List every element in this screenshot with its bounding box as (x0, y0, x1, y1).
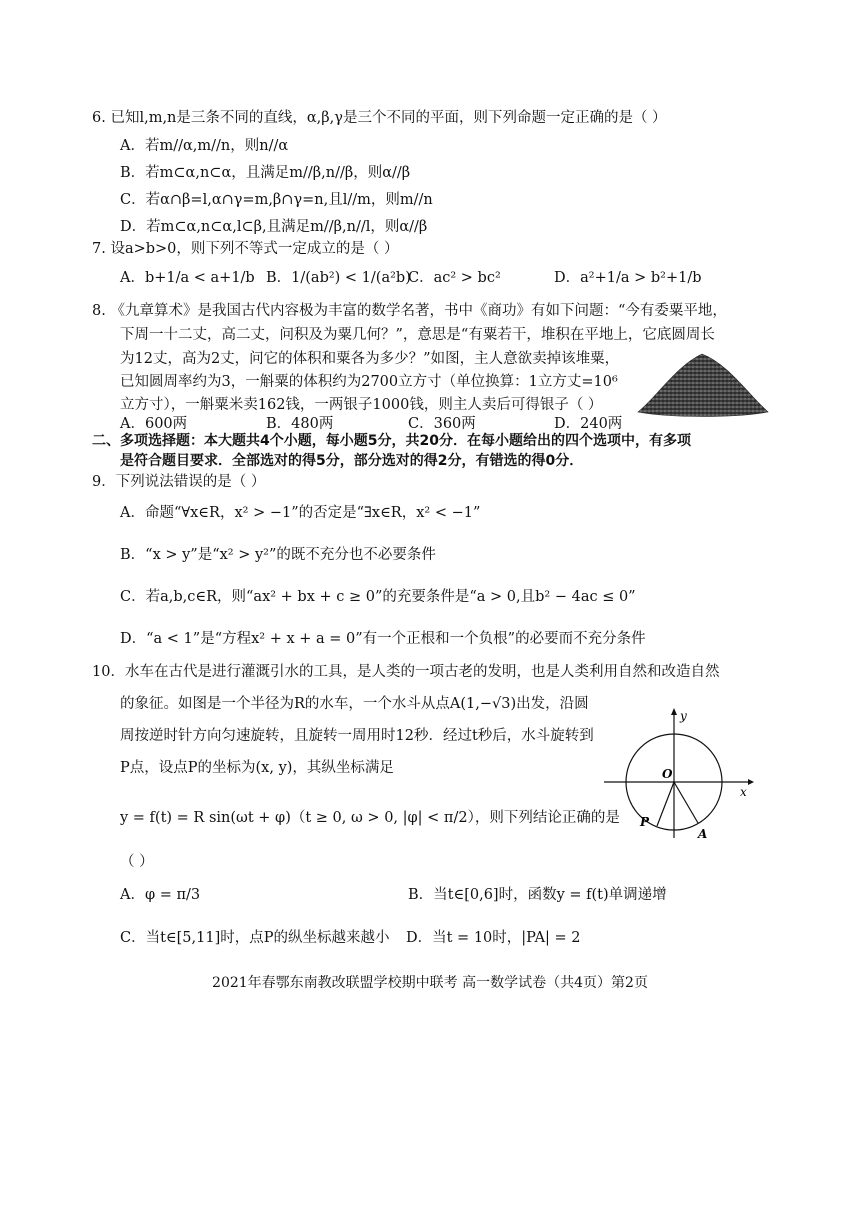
q7-option-a: A．b+1/a < a+1/b (120, 270, 255, 286)
q10-line-4: P点，设点P的坐标为(x, y)，其纵坐标满足 (120, 760, 394, 776)
section2-heading-line-2: 是符合题目要求．全部选对的得5分，部分选对的得2分，有错选的得0分． (120, 453, 584, 469)
q10-line-2: 的象征。如图是一个半径为R的水车，一个水斗从点A(1,−√3)出发，沿圆 (120, 696, 589, 712)
page-footer: 2021年春鄂东南教改联盟学校期中联考 高一数学试卷（共4页）第2页 (212, 975, 648, 991)
q8-option-a: A．600两 (120, 416, 188, 432)
radius-op (657, 782, 674, 826)
y-axis-arrow (671, 708, 677, 715)
q9-option-b: B．“x > y”是“x² > y²”的既不充分也不必要条件 (120, 547, 436, 563)
q10-option-c: C．当t∈[5,11]时，点P的纵坐标越来越小 (120, 930, 390, 946)
q9-stem: 9．下列说法错误的是（ ） (92, 474, 266, 490)
q6-option-d: D．若m⊂α,n⊂α,l⊂β,且满足m//β,n//l，则α//β (120, 219, 428, 235)
q9-option-c: C．若a,b,c∈R，则“ax² + bx + c ≥ 0”的充要条件是“a > 0,且b² − 4ac ≤ 0” (120, 589, 636, 605)
q10-line-6: （ ） (120, 854, 154, 870)
q7-stem: 7. 设a>b>0，则下列不等式一定成立的是（ ） (92, 241, 399, 257)
q8-line-4: 已知圆周率约为3，一斛粟的体积约为2700立方寸（单位换算：1立方丈=10⁶ (120, 374, 618, 390)
q6-option-b: B．若m⊂α,n⊂α，且满足m//β,n//β，则α//β (120, 165, 411, 181)
q8-option-c: C．360两 (408, 416, 476, 432)
q10-line-1: 10．水车在古代是进行灌溉引水的工具，是人类的一项古老的发明，也是人类利用自然和改造自然 (92, 664, 720, 680)
q6-stem: 6. 已知l,m,n是三条不同的直线，α,β,γ是三个不同的平面，则下列命题一定正确的是（ ） (92, 110, 667, 126)
q6-option-c: C．若α∩β=l,α∩γ=m,β∩γ=n,且l//m，则m//n (120, 192, 433, 208)
q10-option-b: B．当t∈[0,6]时，函数y = f(t)单调递增 (408, 887, 667, 903)
q8-line-5: 立方寸），一斛粟米卖162钱，一两银子1000钱，则主人卖后可得银子（ ） (120, 397, 603, 413)
q7-option-b: B．1/(ab²) < 1/(a²b) (266, 270, 411, 286)
radius-oa (674, 782, 698, 823)
q10-line-5: y = f(t) = R sin(ωt + φ)（t ≥ 0, ω > 0, |φ| < π/2），则下列结论正确的是 (120, 810, 620, 826)
q8-option-b: B．480两 (266, 416, 334, 432)
q6-option-a: A．若m//α,m//n，则n//α (120, 138, 289, 154)
q9-option-a: A．命题“∀x∈R，x² > −1”的否定是“∃x∈R，x² < −1” (120, 505, 481, 521)
q8-line-3: 为12丈，高为2丈，问它的体积和粟各为多少？”如图，主人意欲卖掉该堆粟， (120, 351, 620, 367)
label-a: A (698, 827, 708, 841)
x-axis-arrow (748, 779, 754, 785)
label-p: P (640, 815, 650, 829)
q7-option-c: C．ac² > bc² (408, 270, 501, 286)
q10-option-a: A．φ = π/3 (120, 887, 201, 903)
section2-heading-line-1: 二、多项选择题：本大题共4个小题，每小题5分，共20分．在每小题给出的四个选项中，有多项 (92, 433, 691, 449)
q10-line-3: 周按逆时针方向匀速旋转，且旋转一周用时12秒．经过t秒后，水斗旋转到 (120, 728, 594, 744)
q7-option-d: D．a²+1/a > b²+1/b (554, 270, 702, 286)
q8-option-d: D．240两 (554, 416, 623, 432)
label-o: O (662, 767, 673, 781)
label-y: y (680, 709, 687, 723)
q8-line-2: 下周一十二丈，高二丈，问积及为粟几何？”，意思是“有粟若干，堆积在平地上，它底圆周长 (120, 327, 715, 343)
q9-option-d: D．“a < 1”是“方程x² + x + a = 0”有一个正根和一个负根”的必要而不充分条件 (120, 631, 646, 647)
q10-option-d: D．当t = 10时，|PA| = 2 (406, 930, 581, 946)
label-x: x (740, 785, 747, 799)
grain-pile-image (636, 346, 770, 418)
water-wheel-figure (600, 704, 760, 844)
q8-line-1: 8. 《九章算术》是我国古代内容极为丰富的数学名著，书中《商功》有如下问题：“今有委粟平地， (92, 303, 727, 319)
